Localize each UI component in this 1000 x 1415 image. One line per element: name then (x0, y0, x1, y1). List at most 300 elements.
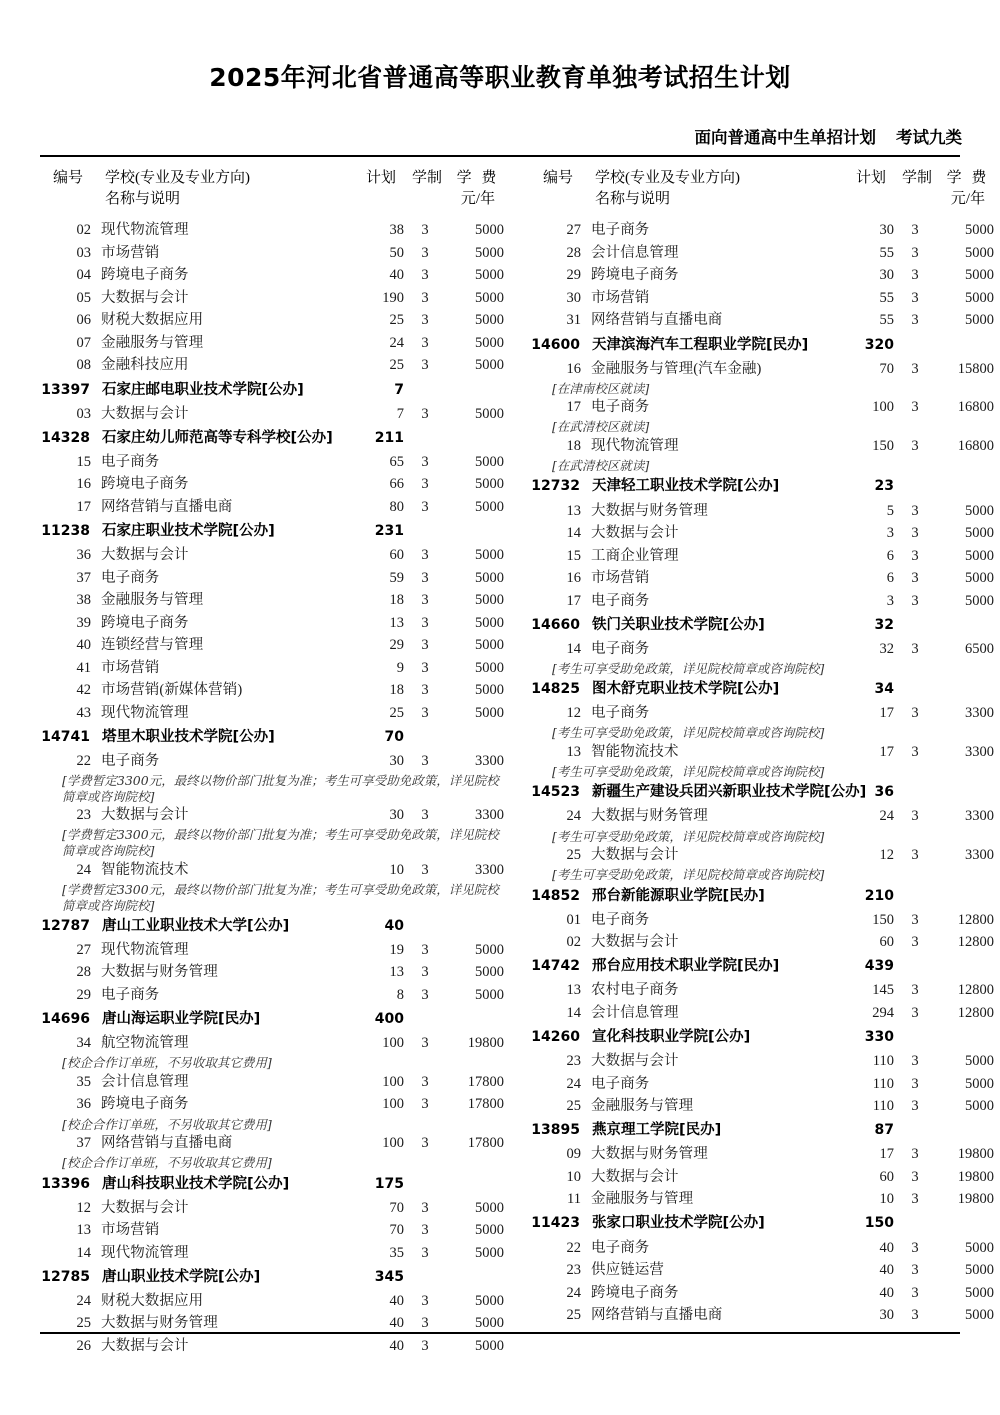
column-left (40, 157, 510, 1358)
row-fee: 17800 (467, 1096, 504, 1113)
major-row (40, 940, 510, 963)
school-row (40, 1265, 510, 1291)
school-name: 石家庄幼儿师范高等专科学校[公办] (102, 429, 333, 446)
row-code: 12785 (41, 1268, 90, 1285)
row-code: 13397 (41, 381, 90, 398)
header-fee (446, 157, 510, 220)
major-name: 跨境电子商务 (101, 1096, 189, 1113)
major-row (40, 962, 510, 985)
row-code: 39 (76, 614, 91, 631)
header-duration: 学制 (411, 170, 442, 186)
major-name: 大数据与会计 (591, 1053, 679, 1070)
row-fee: 3300 (475, 807, 504, 824)
row-plan: 40 (389, 267, 404, 284)
plan-table-left (40, 157, 510, 1358)
major-name: 大数据与财务管理 (101, 964, 218, 981)
row-code: 17 (566, 399, 581, 416)
major-name: 电子商务 (591, 705, 650, 722)
header-name-line2: 名称与说明 (105, 191, 181, 207)
row-fee (936, 884, 1000, 910)
row-plan: 34 (874, 681, 894, 698)
major-row (40, 1072, 510, 1095)
row-duration (898, 613, 936, 639)
row-duration (898, 677, 936, 703)
row-code: 24 (76, 1292, 91, 1309)
major-row (530, 1260, 1000, 1283)
row-code: 25 (566, 1098, 581, 1115)
row-duration (408, 914, 446, 940)
row-fee: 5000 (475, 267, 504, 284)
row-fee: 5000 (475, 498, 504, 515)
row-fee: 12800 (957, 934, 994, 951)
row-plan: 25 (389, 704, 404, 721)
major-row (530, 1189, 1000, 1212)
major-row (40, 243, 510, 266)
row-duration: 3 (421, 476, 429, 493)
major-name: 大数据与会计 (101, 807, 189, 824)
row-fee (936, 1025, 1000, 1051)
row-fee: 17800 (467, 1135, 504, 1152)
row-fee: 15800 (957, 360, 994, 377)
major-row (530, 545, 1000, 568)
row-plan: 40 (879, 1284, 894, 1301)
column-right (530, 157, 1000, 1358)
school-name: 唐山海运职业学院[民办] (102, 1011, 261, 1028)
row-fee: 5000 (475, 476, 504, 493)
row-duration (898, 1211, 936, 1237)
row-duration: 3 (911, 267, 919, 284)
row-fee: 19800 (957, 1168, 994, 1185)
row-duration: 3 (421, 357, 429, 374)
row-plan: 24 (389, 334, 404, 351)
school-name: 唐山工业职业技术大学[公办] (102, 917, 290, 934)
row-duration: 3 (911, 289, 919, 306)
row-fee: 5000 (475, 405, 504, 422)
school-name: 铁门关职业技术学院[公办] (592, 616, 765, 633)
major-row (530, 932, 1000, 955)
major-name: 电子商务 (591, 222, 650, 239)
major-name: 大数据与会计 (101, 289, 189, 306)
row-plan: 3 (886, 525, 894, 542)
row-fee: 12800 (957, 982, 994, 999)
major-row (40, 545, 510, 568)
school-name: 塔里木职业技术学院[公办] (102, 728, 275, 745)
plan-note-row (530, 764, 1000, 780)
row-code: 14523 (531, 784, 580, 801)
row-fee: 5000 (965, 1262, 994, 1279)
school-row (40, 519, 510, 545)
row-code: 43 (76, 704, 91, 721)
row-code: 14852 (531, 887, 580, 904)
row-duration: 3 (911, 847, 919, 864)
school-name: 石家庄邮电职业技术学院[公办] (102, 381, 304, 398)
header-name (96, 157, 354, 220)
school-row (530, 474, 1000, 500)
major-row (40, 590, 510, 613)
row-fee: 6500 (965, 640, 994, 657)
row-code: 14696 (41, 1011, 90, 1028)
major-row (40, 1197, 510, 1220)
row-plan: 12 (879, 847, 894, 864)
major-row (40, 635, 510, 658)
row-code: 12 (76, 1199, 91, 1216)
plan-note-row (40, 773, 510, 805)
school-row (530, 884, 1000, 910)
row-code: 13 (76, 1222, 91, 1239)
row-code: 14825 (531, 681, 580, 698)
major-name: 电子商务 (591, 911, 650, 928)
major-name: 金融服务与管理 (591, 1191, 694, 1208)
row-code: 35 (76, 1073, 91, 1090)
header-duration: 学制 (901, 170, 932, 186)
row-code: 24 (566, 1075, 581, 1092)
row-code: 16 (566, 360, 581, 377)
major-name: 金融服务与管理 (101, 592, 204, 609)
row-fee: 5000 (965, 525, 994, 542)
row-code: 14 (566, 525, 581, 542)
row-duration: 3 (911, 502, 919, 519)
row-code: 14 (566, 1004, 581, 1021)
school-row (40, 426, 510, 452)
row-duration: 3 (421, 1135, 429, 1152)
row-plan: 110 (872, 1098, 894, 1115)
row-fee: 5000 (475, 289, 504, 306)
row-plan: 23 (874, 478, 894, 495)
row-fee: 5000 (475, 569, 504, 586)
row-plan: 8 (396, 986, 404, 1003)
major-row (530, 243, 1000, 266)
major-row (40, 474, 510, 497)
row-fee: 5000 (965, 1239, 994, 1256)
row-duration: 3 (911, 1284, 919, 1301)
major-row (40, 496, 510, 519)
major-name: 跨境电子商务 (591, 1284, 679, 1301)
major-row (530, 310, 1000, 333)
row-code: 14741 (41, 728, 90, 745)
row-code: 38 (76, 592, 91, 609)
row-plan: 110 (872, 1053, 894, 1070)
plan-note-row (530, 419, 1000, 435)
row-code: 11423 (531, 1215, 580, 1232)
row-code: 14660 (531, 616, 580, 633)
major-row (40, 567, 510, 590)
row-duration: 3 (421, 704, 429, 721)
row-fee: 5000 (475, 659, 504, 676)
row-code: 36 (76, 547, 91, 564)
row-code: 37 (76, 569, 91, 586)
row-fee (936, 677, 1000, 703)
row-code: 37 (76, 1135, 91, 1152)
row-plan: 40 (879, 1262, 894, 1279)
major-name: 电子商务 (591, 592, 650, 609)
school-row (40, 1007, 510, 1033)
row-plan: 40 (389, 1315, 404, 1332)
row-code: 27 (76, 941, 91, 958)
row-code: 14600 (531, 336, 580, 353)
row-code: 28 (76, 964, 91, 981)
row-plan: 10 (879, 1191, 894, 1208)
row-code: 24 (76, 861, 91, 878)
two-column-layout (40, 157, 994, 1358)
row-duration (408, 1265, 446, 1291)
major-name: 电子商务 (101, 986, 160, 1003)
row-fee: 5000 (475, 222, 504, 239)
row-duration (898, 474, 936, 500)
table-header-row (530, 157, 1000, 220)
row-fee (936, 474, 1000, 500)
row-fee: 16800 (957, 399, 994, 416)
row-fee (446, 426, 510, 452)
header-name-line1: 学校(专业及专业方向) (105, 170, 250, 186)
row-code: 23 (76, 807, 91, 824)
major-row (530, 1073, 1000, 1096)
major-row (530, 358, 1000, 381)
row-fee: 5000 (475, 704, 504, 721)
row-fee: 5000 (475, 682, 504, 699)
row-fee: 5000 (475, 453, 504, 470)
row-plan: 32 (879, 640, 894, 657)
row-plan: 6 (886, 570, 894, 587)
row-code: 13895 (531, 1122, 580, 1139)
row-duration: 3 (911, 399, 919, 416)
major-name: 电子商务 (101, 569, 160, 586)
row-duration (408, 1007, 446, 1033)
major-row (530, 980, 1000, 1003)
major-name: 工商企业管理 (591, 547, 679, 564)
row-duration: 3 (421, 659, 429, 676)
row-code: 11238 (41, 522, 90, 539)
school-name: 石家庄职业技术学院[公办] (102, 522, 275, 539)
row-plan: 50 (389, 244, 404, 261)
row-plan: 6 (886, 547, 894, 564)
major-name: 现代物流管理 (591, 438, 679, 455)
row-duration: 3 (421, 547, 429, 564)
row-plan: 190 (382, 289, 404, 306)
major-name: 现代物流管理 (101, 1244, 189, 1261)
row-plan: 145 (872, 982, 894, 999)
row-duration: 3 (911, 1146, 919, 1163)
row-fee (936, 954, 1000, 980)
major-row (530, 523, 1000, 546)
major-row (40, 1336, 510, 1359)
row-duration (898, 333, 936, 359)
school-row (40, 1172, 510, 1198)
plan-note-text: [考生可享受助免政策，详见院校简章或咨询院校] (552, 764, 825, 780)
header-fee-line2: 元/年 (460, 191, 496, 207)
major-row (40, 451, 510, 474)
major-name: 市场营销 (591, 289, 650, 306)
row-fee: 3300 (965, 705, 994, 722)
row-fee: 5000 (965, 1075, 994, 1092)
row-duration: 3 (421, 1244, 429, 1261)
row-code: 16 (76, 476, 91, 493)
header-fee (936, 157, 1000, 220)
row-duration (408, 1172, 446, 1198)
plan-note-text: [校企合作订单班，不另收取其它费用] (62, 1155, 272, 1171)
row-duration: 3 (421, 1222, 429, 1239)
school-name: 天津轻工职业技术学院[公办] (592, 478, 780, 495)
row-plan: 30 (389, 752, 404, 769)
row-fee: 5000 (475, 547, 504, 564)
major-row (530, 638, 1000, 661)
major-name: 电子商务 (101, 752, 160, 769)
major-row (530, 1282, 1000, 1305)
major-row (530, 265, 1000, 288)
row-code: 25 (566, 847, 581, 864)
plan-note-row (40, 827, 510, 859)
row-code: 22 (566, 1239, 581, 1256)
row-duration: 3 (421, 1337, 429, 1354)
row-duration: 3 (911, 934, 919, 951)
major-row (40, 403, 510, 426)
school-name: 图木舒克职业技术学院[公办] (592, 681, 780, 698)
row-plan: 60 (389, 547, 404, 564)
major-row (40, 1220, 510, 1243)
major-row (530, 288, 1000, 311)
major-row (40, 1133, 510, 1156)
row-fee (446, 1172, 510, 1198)
header-plan: 计划 (365, 170, 396, 186)
row-plan: 60 (879, 934, 894, 951)
row-plan: 70 (389, 1199, 404, 1216)
major-row (530, 1166, 1000, 1189)
row-duration: 3 (911, 438, 919, 455)
row-plan: 3 (886, 592, 894, 609)
school-name: 天津滨海汽车工程职业学院[民办] (592, 336, 809, 353)
row-duration: 3 (911, 312, 919, 329)
row-code: 13 (566, 502, 581, 519)
row-duration: 3 (911, 705, 919, 722)
row-plan: 18 (389, 592, 404, 609)
row-plan: 30 (879, 1307, 894, 1324)
plan-note-row (530, 381, 1000, 397)
row-code: 15 (566, 547, 581, 564)
major-row (530, 845, 1000, 868)
subtitle-category: 考试九类 (896, 128, 962, 147)
plan-note-text: [考生可享受助免政策，详见院校简章或咨询院校] (552, 725, 825, 741)
plan-note-text: [学费暂定3300元，最终以物价部门批复为准；考生可享受助免政策，详见院校简章或咨询院校] (62, 881, 499, 913)
row-code: 36 (76, 1096, 91, 1113)
row-duration (898, 780, 936, 806)
major-name: 财税大数据应用 (101, 1292, 204, 1309)
row-duration: 3 (421, 614, 429, 631)
major-name: 网络营销与直播电商 (101, 498, 233, 515)
row-duration: 3 (911, 808, 919, 825)
row-plan: 400 (374, 1011, 404, 1028)
row-code: 09 (566, 1146, 581, 1163)
major-name: 大数据与财务管理 (591, 808, 708, 825)
major-name: 电子商务 (591, 640, 650, 657)
row-code: 05 (76, 289, 91, 306)
row-code: 13 (566, 744, 581, 761)
row-duration: 3 (911, 1098, 919, 1115)
plan-note-text: [学费暂定3300元，最终以物价部门批复为准；考生可享受助免政策，详见院校简章或咨询院校] (62, 772, 499, 804)
row-code: 22 (76, 752, 91, 769)
subtitle-audience: 面向普通高中生单招计划 (694, 128, 876, 147)
row-fee: 5000 (965, 1307, 994, 1324)
row-fee (936, 333, 1000, 359)
row-plan: 100 (382, 1035, 404, 1052)
row-fee: 5000 (475, 592, 504, 609)
row-plan: 29 (389, 637, 404, 654)
row-fee (446, 1007, 510, 1033)
row-plan: 13 (389, 964, 404, 981)
row-plan: 66 (389, 476, 404, 493)
row-fee: 19800 (467, 1035, 504, 1052)
school-row (530, 333, 1000, 359)
row-fee: 12800 (957, 1004, 994, 1021)
major-name: 大数据与会计 (101, 547, 189, 564)
major-row (40, 1242, 510, 1265)
header-fee-line2: 元/年 (950, 191, 986, 207)
row-code: 02 (76, 222, 91, 239)
row-code: 26 (76, 1337, 91, 1354)
major-name: 金融科技应用 (101, 357, 189, 374)
row-plan: 55 (879, 312, 894, 329)
school-name: 唐山职业技术学院[公办] (102, 1268, 261, 1285)
row-plan: 231 (374, 522, 404, 539)
row-fee (446, 1265, 510, 1291)
row-duration: 3 (421, 592, 429, 609)
row-fee: 3300 (965, 847, 994, 864)
major-name: 大数据与会计 (591, 525, 679, 542)
row-duration: 3 (421, 1035, 429, 1052)
major-row (530, 1305, 1000, 1328)
row-code: 07 (76, 334, 91, 351)
row-fee (936, 1118, 1000, 1144)
row-code: 42 (76, 682, 91, 699)
row-fee: 5000 (475, 312, 504, 329)
plan-note-row (530, 458, 1000, 474)
row-code: 27 (566, 222, 581, 239)
header-name-line2: 名称与说明 (595, 191, 671, 207)
row-fee (936, 1211, 1000, 1237)
major-row (40, 1094, 510, 1117)
major-row (530, 806, 1000, 829)
row-code: 04 (76, 267, 91, 284)
row-duration: 3 (911, 547, 919, 564)
major-name: 现代物流管理 (101, 941, 189, 958)
row-plan: 100 (382, 1135, 404, 1152)
major-name: 网络营销与直播电商 (591, 312, 723, 329)
row-duration: 3 (911, 1307, 919, 1324)
row-plan: 100 (872, 399, 894, 416)
row-fee: 5000 (965, 502, 994, 519)
row-duration: 3 (421, 312, 429, 329)
row-plan: 17 (879, 705, 894, 722)
row-fee: 5000 (965, 592, 994, 609)
row-duration (898, 884, 936, 910)
row-code: 23 (566, 1262, 581, 1279)
row-plan: 36 (874, 784, 894, 801)
row-plan: 110 (872, 1075, 894, 1092)
row-code: 10 (566, 1168, 581, 1185)
row-fee (446, 378, 510, 404)
major-row (530, 220, 1000, 243)
page-title: 2025年河北省普通高等职业教育单独考试招生计划 (209, 63, 791, 92)
row-duration: 3 (421, 267, 429, 284)
row-fee: 5000 (475, 1337, 504, 1354)
school-name: 邢台新能源职业学院[民办] (592, 887, 765, 904)
row-fee: 5000 (965, 267, 994, 284)
row-fee: 5000 (475, 941, 504, 958)
major-row (530, 436, 1000, 459)
row-duration: 3 (421, 222, 429, 239)
row-code: 30 (566, 289, 581, 306)
major-name: 金融服务与管理 (591, 1098, 694, 1115)
plan-note-row (40, 1117, 510, 1133)
major-row (530, 568, 1000, 591)
